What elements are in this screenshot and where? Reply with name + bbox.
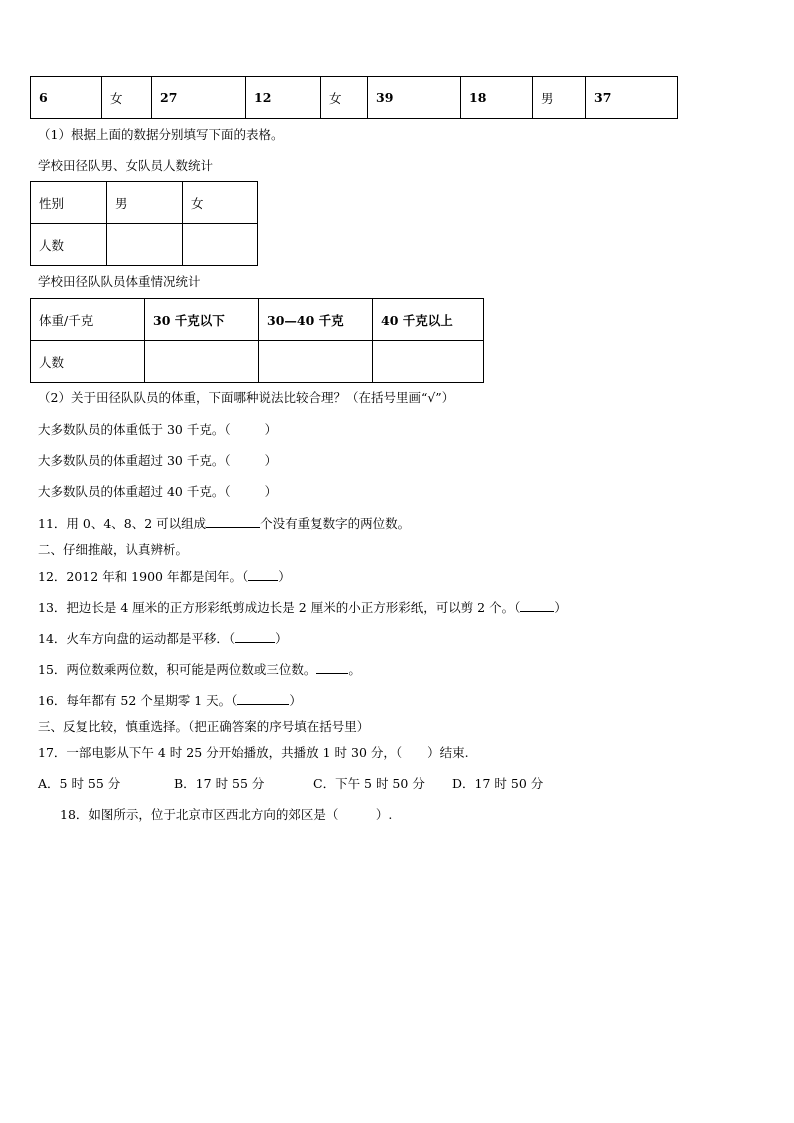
answer-cell[interactable] — [373, 341, 484, 383]
answer-blank[interactable] — [206, 515, 260, 528]
table-header-cell: 40 千克以上 — [373, 299, 484, 341]
close-paren: ） — [554, 600, 567, 615]
q15-text: 15．两位数乘两位数，积可能是两位数或三位数。 — [38, 662, 317, 677]
q17-choice-d[interactable]: D．17 时 50 分 — [452, 776, 544, 791]
answer-cell-female[interactable] — [183, 224, 258, 266]
question-16 — [38, 692, 302, 709]
option-3 — [38, 484, 277, 500]
table-header-cell: 女 — [183, 182, 258, 224]
question-15 — [38, 661, 361, 678]
answer-blank[interactable] — [235, 630, 275, 643]
option-text: 大多数队员的体重低于 30 千克。（ — [38, 422, 231, 437]
table-header-cell: 30—40 千克 — [259, 299, 373, 341]
q17-choice-c[interactable]: C．下午 5 时 50 分 — [313, 776, 425, 791]
close-paren: ） — [278, 569, 291, 584]
q12-text: 12．2012 年和 1900 年都是闰年。（ — [38, 569, 249, 584]
answer-blank[interactable] — [248, 568, 278, 581]
question-14 — [38, 630, 288, 647]
q11-text: 11．用 0、4、8、2 可以组成 — [38, 516, 207, 531]
answer-blank[interactable] — [237, 692, 289, 705]
option-1 — [38, 422, 277, 438]
answer-blank[interactable] — [520, 599, 554, 612]
weight-stats-table — [30, 298, 484, 383]
q11-text-end: 个没有重复数字的两位数。 — [260, 516, 411, 531]
cell: 男 — [533, 77, 586, 119]
option-text: 大多数队员的体重超过 30 千克。（ — [38, 453, 231, 468]
q17-choice-a[interactable]: A．5 时 55 分 — [38, 776, 121, 791]
period: 。 — [348, 662, 361, 677]
table1-title: 学校田径队男、女队员人数统计 — [38, 158, 214, 173]
option-text: 大多数队员的体重超过 40 千克。（ — [38, 484, 231, 499]
data-table-top — [30, 76, 678, 119]
option-2 — [38, 453, 277, 469]
q14-text: 14．火车方向盘的运动都是平移．（ — [38, 631, 236, 646]
gender-count-table — [30, 181, 258, 266]
cell: 39 — [368, 77, 461, 119]
cell: 女 — [321, 77, 368, 119]
table-header-cell: 性别 — [31, 182, 107, 224]
cell: 6 — [31, 77, 102, 119]
question-12 — [38, 568, 291, 585]
question-18: 18．如图所示，位于北京市区西北方向的郊区是（ ）. — [60, 807, 393, 822]
answer-blank[interactable] — [316, 661, 348, 674]
answer-cell[interactable] — [145, 341, 259, 383]
q16-text: 16．每年都有 52 个星期零 1 天。（ — [38, 693, 238, 708]
close-paren: ） — [264, 422, 278, 437]
cell: 37 — [586, 77, 678, 119]
question-13 — [38, 599, 567, 616]
q13-text: 13．把边长是 4 厘米的正方形彩纸剪成边长是 2 厘米的小正方形彩纸，可以剪 2 个。（ — [38, 600, 521, 615]
table2-title: 学校田径队队员体重情况统计 — [38, 274, 201, 289]
close-paren: ） — [275, 631, 288, 646]
section-3-heading: 三、反复比较，慎重选择。（把正确答案的序号填在括号里） — [38, 719, 370, 734]
table-header-cell: 体重/千克 — [31, 299, 145, 341]
question-17: 17．一部电影从下午 4 时 25 分开始播放，共播放 1 时 30 分，（ ）结束. — [38, 745, 469, 760]
answer-cell-male[interactable] — [107, 224, 183, 266]
close-paren: ） — [264, 484, 278, 499]
cell: 12 — [246, 77, 321, 119]
answer-cell[interactable] — [259, 341, 373, 383]
cell: 18 — [461, 77, 533, 119]
q10-part1: （1）根据上面的数据分别填写下面的表格。 — [38, 127, 284, 142]
close-paren: ） — [264, 453, 278, 468]
cell: 27 — [152, 77, 246, 119]
row-label: 人数 — [31, 341, 145, 383]
question-11 — [38, 515, 410, 532]
cell: 女 — [102, 77, 152, 119]
q10-part2: （2）关于田径队队员的体重，下面哪种说法比较合理？（在括号里画“√”） — [38, 390, 455, 405]
close-paren: ） — [289, 693, 302, 708]
table-header-cell: 男 — [107, 182, 183, 224]
section-2-heading: 二、仔细推敲，认真辨析。 — [38, 542, 189, 557]
row-label: 人数 — [31, 224, 107, 266]
table-header-cell: 30 千克以下 — [145, 299, 259, 341]
q17-choice-b[interactable]: B．17 时 55 分 — [174, 776, 265, 791]
